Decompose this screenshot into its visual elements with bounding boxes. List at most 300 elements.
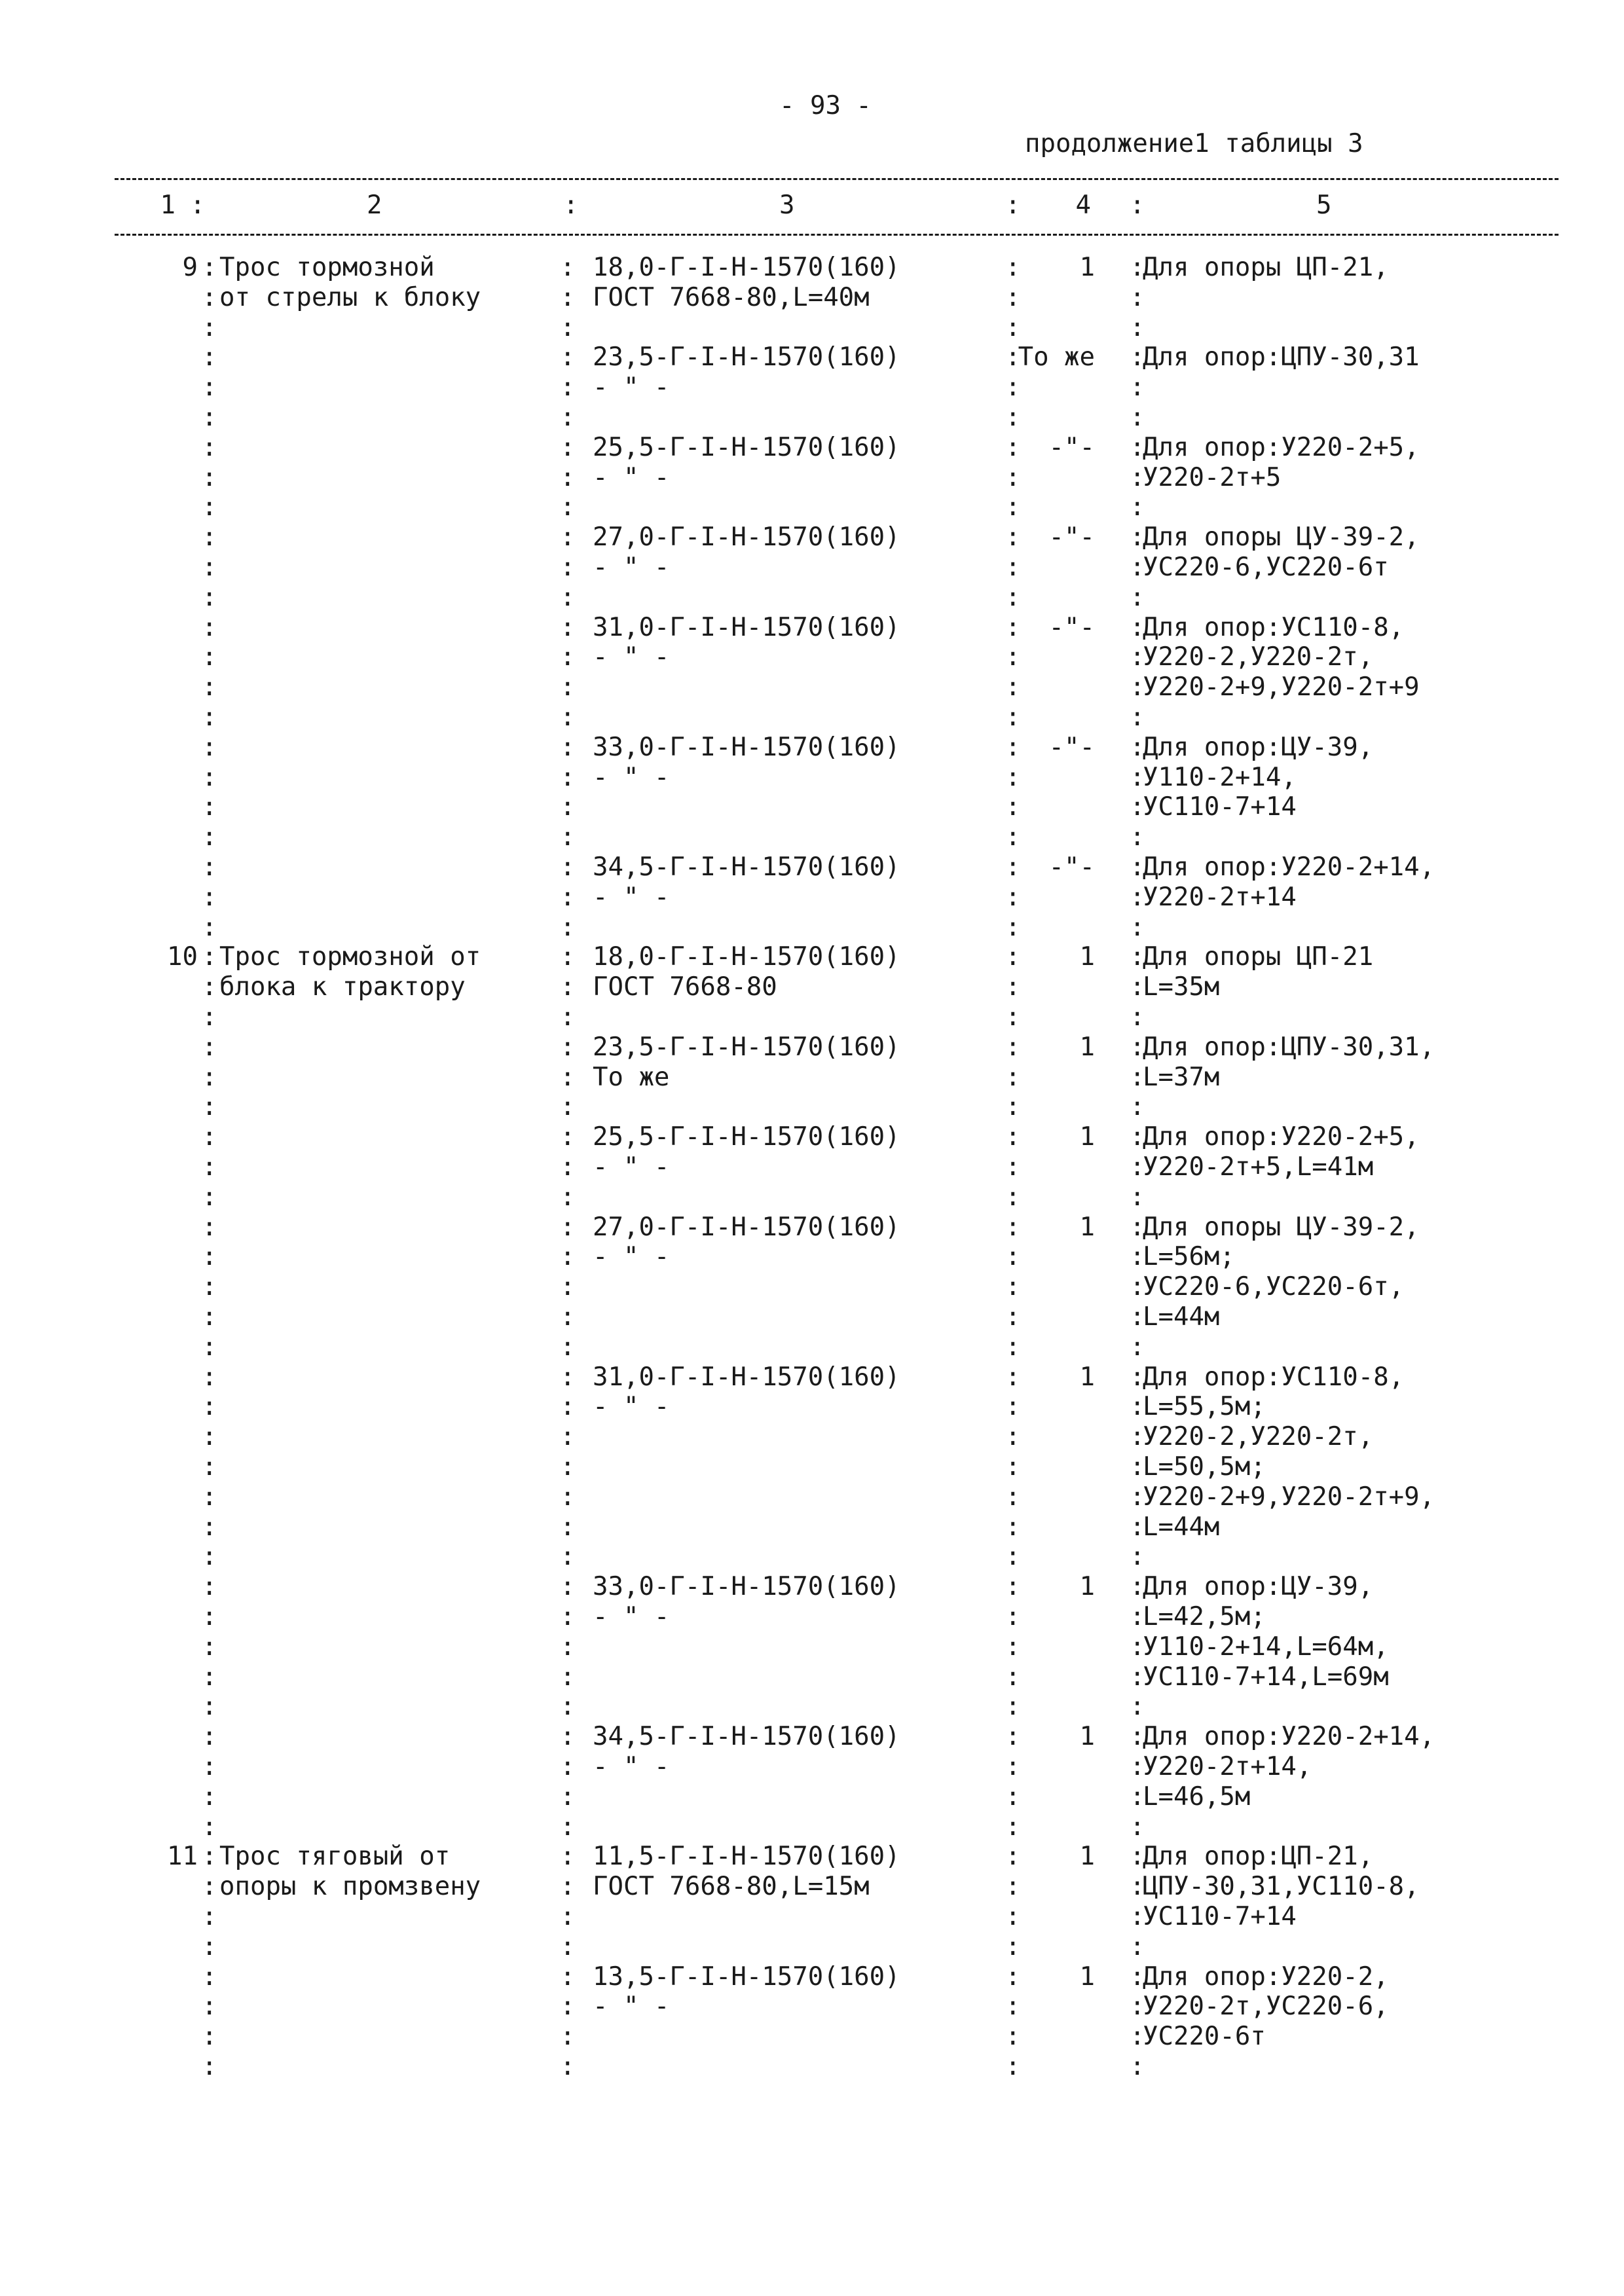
note: Для опор:ЦУ-39, — [1143, 1572, 1374, 1602]
rope-spec: 23,5-Г-I-Н-1570(160) — [593, 342, 900, 373]
column-separator: : — [560, 1961, 576, 1992]
rope-spec: - " - — [593, 1392, 670, 1422]
note: Для опоры ЦП-21, — [1143, 253, 1389, 282]
column-separator: : — [1005, 792, 1021, 822]
column-separator: : — [1130, 1422, 1145, 1452]
column-separator: : — [202, 1572, 217, 1602]
column-separator: : — [202, 522, 217, 553]
row-number: 10 — [167, 942, 198, 972]
quantity: -"- — [1048, 852, 1095, 882]
column-separator: : — [202, 912, 217, 942]
column-separator: : — [1005, 732, 1021, 762]
column-separator: : — [1005, 702, 1021, 732]
column-separator: : — [560, 912, 576, 942]
column-separator: : — [1005, 1392, 1021, 1422]
note: У110-2+14,L=64м, — [1143, 1631, 1389, 1662]
column-separator: : — [202, 642, 217, 672]
note: Для опор:У220-2+14, — [1143, 852, 1435, 882]
column-separator: : — [202, 1302, 217, 1332]
column-separator: : — [202, 732, 217, 762]
column-separator: : — [560, 1482, 576, 1512]
column-separator: : — [1005, 1122, 1021, 1152]
note: L=35м — [1143, 972, 1220, 1002]
note: Для опор:ЦП-21, — [1143, 1842, 1374, 1872]
column-separator: : — [560, 792, 576, 822]
quantity: 1 — [1079, 253, 1095, 282]
column-separator: : — [560, 642, 576, 672]
column-separator: : — [202, 762, 217, 792]
column-separator: : — [1005, 852, 1021, 882]
column-separator: : — [202, 1332, 217, 1362]
quantity: 1 — [1079, 1362, 1095, 1392]
column-separator: : — [560, 822, 576, 852]
column-separator: : — [1130, 972, 1145, 1002]
column-separator: : — [202, 432, 217, 462]
column-separator: : — [560, 462, 576, 492]
column-separator: : — [1005, 2052, 1021, 2081]
column-separator: : — [1005, 942, 1021, 972]
column-separator: : — [1005, 553, 1021, 582]
column-separator: : — [560, 882, 576, 912]
column-separator: : — [560, 342, 576, 373]
column-separator: : — [560, 1272, 576, 1302]
rope-spec: 33,0-Г-I-Н-1570(160) — [593, 1572, 900, 1602]
column-separator: : — [1130, 2052, 1145, 2081]
column-separator: : — [1130, 762, 1145, 792]
note: Для опор:У220-2+14, — [1143, 1722, 1435, 1752]
column-separator: : — [560, 282, 576, 312]
column-separator: : — [202, 1872, 217, 1902]
column-separator: : — [1005, 1062, 1021, 1092]
column-separator: : — [560, 373, 576, 403]
note: Для опор:У220-2+5, — [1143, 1122, 1420, 1152]
column-separator: : — [1005, 1902, 1021, 1931]
note: УС220-6,УС220-6т, — [1143, 1272, 1405, 1302]
column-separator: : — [202, 1662, 217, 1692]
column-separator: : — [560, 852, 576, 882]
column-separator: : — [1005, 642, 1021, 672]
column-separator: : — [202, 612, 217, 642]
column-separator: : — [560, 1092, 576, 1122]
column-separator: : — [1130, 1212, 1145, 1242]
note: У110-2+14, — [1143, 762, 1297, 792]
column-separator: : — [1130, 1931, 1145, 1961]
column-separator: : — [202, 2052, 217, 2081]
note: У220-2+9,У220-2т+9, — [1143, 1482, 1435, 1512]
column-separator: : — [1130, 1122, 1145, 1152]
note: L=37м — [1143, 1062, 1220, 1092]
column-separator: : — [560, 1692, 576, 1722]
column-separator: : — [1005, 1812, 1021, 1842]
quantity: -"- — [1048, 522, 1095, 553]
column-separator: : — [1130, 522, 1145, 553]
column-separator: : — [202, 1092, 217, 1122]
note: УС110-7+14,L=69м — [1143, 1662, 1389, 1692]
column-separator: : — [560, 1602, 576, 1631]
column-separator: : — [202, 1961, 217, 1992]
note: Для опор:У220-2+5, — [1143, 432, 1420, 462]
column-separator: : — [202, 1812, 217, 1842]
column-separator: : — [1005, 1422, 1021, 1452]
rope-spec: 23,5-Г-I-Н-1570(160) — [593, 1032, 900, 1062]
quantity: 1 — [1079, 942, 1095, 972]
column-separator: : — [202, 1152, 217, 1182]
column-separator: : — [560, 2022, 576, 2052]
note: ЦПУ-30,31,УС110-8, — [1143, 1872, 1420, 1902]
column-separator: : — [1005, 1872, 1021, 1902]
column-separator: : — [1130, 882, 1145, 912]
rope-spec: ГОСТ 7668-80,L=40м — [593, 282, 870, 312]
column-separator: : — [1130, 1242, 1145, 1272]
column-separator: : — [202, 1992, 217, 2022]
quantity: -"- — [1048, 612, 1095, 642]
header-separator: : — [1130, 191, 1145, 220]
header-col-3: 3 — [779, 191, 795, 220]
header-separator: : — [190, 191, 206, 220]
column-separator: : — [1130, 1512, 1145, 1542]
column-separator: : — [560, 1902, 576, 1931]
column-separator: : — [202, 553, 217, 582]
column-separator: : — [1005, 282, 1021, 312]
column-separator: : — [202, 672, 217, 702]
column-separator: : — [1130, 942, 1145, 972]
column-separator: : — [560, 672, 576, 702]
column-separator: : — [1130, 1482, 1145, 1512]
column-separator: : — [560, 1392, 576, 1422]
column-separator: : — [1005, 822, 1021, 852]
column-separator: : — [1005, 2022, 1021, 2052]
column-separator: : — [1130, 1631, 1145, 1662]
column-separator: : — [1005, 1032, 1021, 1062]
column-separator: : — [202, 1722, 217, 1752]
column-separator: : — [1005, 462, 1021, 492]
column-separator: : — [560, 1302, 576, 1332]
column-separator: : — [1005, 1302, 1021, 1332]
item-name: блока к трактору — [219, 972, 466, 1002]
column-separator: : — [1005, 403, 1021, 432]
item-name: от стрелы к блоку — [219, 282, 481, 312]
rope-spec: - " - — [593, 882, 670, 912]
column-separator: : — [202, 852, 217, 882]
header-col-2: 2 — [367, 191, 382, 220]
column-separator: : — [1130, 1902, 1145, 1931]
column-separator: : — [1130, 672, 1145, 702]
rope-spec: ГОСТ 7668-80 — [593, 972, 777, 1002]
item-name: Трос тормозной — [219, 253, 435, 282]
column-separator: : — [1130, 582, 1145, 612]
column-separator: : — [202, 1002, 217, 1032]
column-separator: : — [560, 1662, 576, 1692]
column-separator: : — [1005, 342, 1021, 373]
note: L=55,5м; — [1143, 1392, 1266, 1422]
column-separator: : — [1130, 732, 1145, 762]
column-separator: : — [1130, 1722, 1145, 1752]
column-separator: : — [1005, 1212, 1021, 1242]
note: L=50,5м; — [1143, 1452, 1266, 1482]
note: Для опор:ЦПУ-30,31, — [1143, 1032, 1435, 1062]
column-separator: : — [202, 1602, 217, 1631]
rope-spec: 34,5-Г-I-Н-1570(160) — [593, 852, 900, 882]
column-separator: : — [202, 282, 217, 312]
column-separator: : — [1130, 912, 1145, 942]
rope-spec: 31,0-Г-I-Н-1570(160) — [593, 1362, 900, 1392]
column-separator: : — [1130, 1092, 1145, 1122]
column-separator: : — [1005, 1452, 1021, 1482]
column-separator: : — [1130, 1062, 1145, 1092]
column-separator: : — [1005, 1572, 1021, 1602]
column-separator: : — [1130, 1272, 1145, 1302]
column-separator: : — [1005, 1482, 1021, 1512]
note: L=42,5м; — [1143, 1602, 1266, 1631]
note: Для опоры ЦП-21 — [1143, 942, 1374, 972]
quantity: 1 — [1079, 1572, 1095, 1602]
column-separator: : — [202, 1752, 217, 1781]
column-separator: : — [202, 373, 217, 403]
column-separator: : — [1130, 702, 1145, 732]
column-separator: : — [560, 972, 576, 1002]
rope-spec: - " - — [593, 642, 670, 672]
column-separator: : — [560, 1931, 576, 1961]
note: У220-2т,УС220-6, — [1143, 1992, 1389, 2022]
column-separator: : — [1005, 1152, 1021, 1182]
column-separator: : — [1005, 762, 1021, 792]
column-separator: : — [1005, 1961, 1021, 1992]
column-separator: : — [560, 1182, 576, 1212]
column-separator: : — [1130, 1692, 1145, 1722]
quantity: -"- — [1048, 732, 1095, 762]
column-separator: : — [1130, 432, 1145, 462]
column-separator: : — [1130, 1392, 1145, 1422]
column-separator: : — [1130, 1961, 1145, 1992]
rope-spec: 27,0-Г-I-Н-1570(160) — [593, 1212, 900, 1242]
column-separator: : — [202, 1272, 217, 1302]
column-separator: : — [1005, 1362, 1021, 1392]
column-separator: : — [202, 702, 217, 732]
column-separator: : — [560, 732, 576, 762]
rope-spec: - " - — [593, 1152, 670, 1182]
note: Для опор:ЦПУ-30,31 — [1143, 342, 1420, 373]
quantity: 1 — [1079, 1032, 1095, 1062]
column-separator: : — [1130, 342, 1145, 373]
column-separator: : — [560, 1362, 576, 1392]
column-separator: : — [560, 1812, 576, 1842]
column-separator: : — [560, 762, 576, 792]
note: Для опор:УС110-8, — [1143, 1362, 1405, 1392]
row-number: 9 — [182, 253, 198, 282]
column-separator: : — [1130, 373, 1145, 403]
page-number: - 93 - — [779, 91, 872, 120]
column-separator: : — [560, 492, 576, 522]
note: У220-2+9,У220-2т+9 — [1143, 672, 1420, 702]
column-separator: : — [1005, 1781, 1021, 1812]
column-separator: : — [202, 582, 217, 612]
column-separator: : — [202, 882, 217, 912]
note: Для опоры ЦУ-39-2, — [1143, 1212, 1420, 1242]
column-separator: : — [202, 942, 217, 972]
rope-spec: - " - — [593, 762, 670, 792]
column-separator: : — [560, 553, 576, 582]
column-separator: : — [1130, 282, 1145, 312]
column-separator: : — [1005, 1722, 1021, 1752]
rope-spec: 18,0-Г-I-Н-1570(160) — [593, 253, 900, 282]
rule-header-bottom — [115, 234, 1559, 236]
column-separator: : — [202, 792, 217, 822]
column-separator: : — [202, 1212, 217, 1242]
column-separator: : — [560, 942, 576, 972]
column-separator: : — [202, 1631, 217, 1662]
note: L=44м — [1143, 1302, 1220, 1332]
column-separator: : — [560, 1332, 576, 1362]
rope-spec: То же — [593, 1062, 670, 1092]
column-separator: : — [202, 972, 217, 1002]
column-separator: : — [202, 1692, 217, 1722]
column-separator: : — [1130, 253, 1145, 282]
note: Для опоры ЦУ-39-2, — [1143, 522, 1420, 553]
header-col-4: 4 — [1075, 191, 1091, 220]
column-separator: : — [1130, 852, 1145, 882]
column-separator: : — [560, 1242, 576, 1272]
note: Для опор:ЦУ-39, — [1143, 732, 1374, 762]
item-name: Трос тяговый от — [219, 1842, 451, 1872]
column-separator: : — [1005, 1631, 1021, 1662]
column-separator: : — [1130, 553, 1145, 582]
rope-spec: 13,5-Г-I-Н-1570(160) — [593, 1961, 900, 1992]
column-separator: : — [202, 1842, 217, 1872]
column-separator: : — [202, 2022, 217, 2052]
column-separator: : — [1005, 253, 1021, 282]
column-separator: : — [1130, 1452, 1145, 1482]
column-separator: : — [202, 1482, 217, 1512]
column-separator: : — [560, 1062, 576, 1092]
column-separator: : — [560, 1752, 576, 1781]
rope-spec: - " - — [593, 1242, 670, 1272]
quantity: 1 — [1079, 1212, 1095, 1242]
column-separator: : — [202, 1362, 217, 1392]
column-separator: : — [1130, 1182, 1145, 1212]
column-separator: : — [202, 492, 217, 522]
column-separator: : — [1005, 582, 1021, 612]
rope-spec: - " - — [593, 462, 670, 492]
column-separator: : — [560, 522, 576, 553]
column-separator: : — [1130, 1572, 1145, 1602]
column-separator: : — [1130, 1332, 1145, 1362]
rope-spec: 25,5-Г-I-Н-1570(160) — [593, 432, 900, 462]
column-separator: : — [1130, 403, 1145, 432]
column-separator: : — [1130, 1752, 1145, 1781]
header-col-5: 5 — [1316, 191, 1332, 220]
column-separator: : — [560, 1002, 576, 1032]
column-separator: : — [1005, 1842, 1021, 1872]
column-separator: : — [1005, 1512, 1021, 1542]
note: УС110-7+14 — [1143, 792, 1297, 822]
column-separator: : — [1005, 1692, 1021, 1722]
quantity: То же — [1018, 342, 1095, 373]
column-separator: : — [1005, 432, 1021, 462]
column-separator: : — [1005, 1542, 1021, 1572]
column-separator: : — [1130, 1662, 1145, 1692]
column-separator: : — [202, 1182, 217, 1212]
column-separator: : — [202, 1452, 217, 1482]
column-separator: : — [1130, 1152, 1145, 1182]
column-separator: : — [560, 1212, 576, 1242]
header-col-1: 1 — [160, 191, 175, 220]
column-separator: : — [1005, 492, 1021, 522]
column-separator: : — [1130, 1542, 1145, 1572]
column-separator: : — [202, 462, 217, 492]
column-separator: : — [1130, 1362, 1145, 1392]
rope-spec: 27,0-Г-I-Н-1570(160) — [593, 522, 900, 553]
column-separator: : — [560, 612, 576, 642]
note: У220-2,У220-2т, — [1143, 642, 1374, 672]
rope-spec: 31,0-Г-I-Н-1570(160) — [593, 612, 900, 642]
item-name: Трос тормозной от — [219, 942, 481, 972]
column-separator: : — [202, 1542, 217, 1572]
column-separator: : — [1130, 1032, 1145, 1062]
column-separator: : — [202, 1902, 217, 1931]
column-separator: : — [560, 702, 576, 732]
column-separator: : — [560, 1842, 576, 1872]
column-separator: : — [202, 403, 217, 432]
column-separator: : — [1130, 492, 1145, 522]
column-separator: : — [202, 1422, 217, 1452]
column-separator: : — [1130, 312, 1145, 342]
note: Для опор:У220-2, — [1143, 1961, 1389, 1992]
note: УС220-6,УС220-6т — [1143, 553, 1389, 582]
column-separator: : — [1130, 2022, 1145, 2052]
column-separator: : — [1130, 612, 1145, 642]
quantity: 1 — [1079, 1961, 1095, 1992]
rope-spec: 11,5-Г-I-Н-1570(160) — [593, 1842, 900, 1872]
rope-spec: ГОСТ 7668-80,L=15м — [593, 1872, 870, 1902]
rope-spec: - " - — [593, 373, 670, 403]
column-separator: : — [1005, 882, 1021, 912]
column-separator: : — [1005, 972, 1021, 1002]
rope-spec: 18,0-Г-I-Н-1570(160) — [593, 942, 900, 972]
column-separator: : — [1130, 792, 1145, 822]
note: Для опор:УС110-8, — [1143, 612, 1405, 642]
column-separator: : — [560, 1992, 576, 2022]
rope-spec: 34,5-Г-I-Н-1570(160) — [593, 1722, 900, 1752]
column-separator: : — [202, 1392, 217, 1422]
column-separator: : — [202, 1512, 217, 1542]
header-separator: : — [1005, 191, 1021, 220]
column-separator: : — [1005, 312, 1021, 342]
column-separator: : — [1005, 912, 1021, 942]
column-separator: : — [560, 1572, 576, 1602]
column-separator: : — [560, 1631, 576, 1662]
column-separator: : — [560, 1512, 576, 1542]
note: L=56м; — [1143, 1242, 1235, 1272]
column-separator: : — [1005, 522, 1021, 553]
column-separator: : — [560, 403, 576, 432]
column-separator: : — [1130, 1781, 1145, 1812]
column-separator: : — [1005, 612, 1021, 642]
column-separator: : — [560, 312, 576, 342]
column-separator: : — [202, 1032, 217, 1062]
column-separator: : — [1005, 1092, 1021, 1122]
rope-spec: - " - — [593, 1992, 670, 2022]
column-separator: : — [202, 822, 217, 852]
column-separator: : — [560, 1152, 576, 1182]
column-separator: : — [1005, 1752, 1021, 1781]
column-separator: : — [1005, 1002, 1021, 1032]
item-name: опоры к промзвену — [219, 1872, 481, 1902]
rope-spec: - " - — [593, 553, 670, 582]
column-separator: : — [1005, 1242, 1021, 1272]
note: У220-2т+5,L=41м — [1143, 1152, 1374, 1182]
column-separator: : — [1130, 1842, 1145, 1872]
column-separator: : — [560, 1122, 576, 1152]
